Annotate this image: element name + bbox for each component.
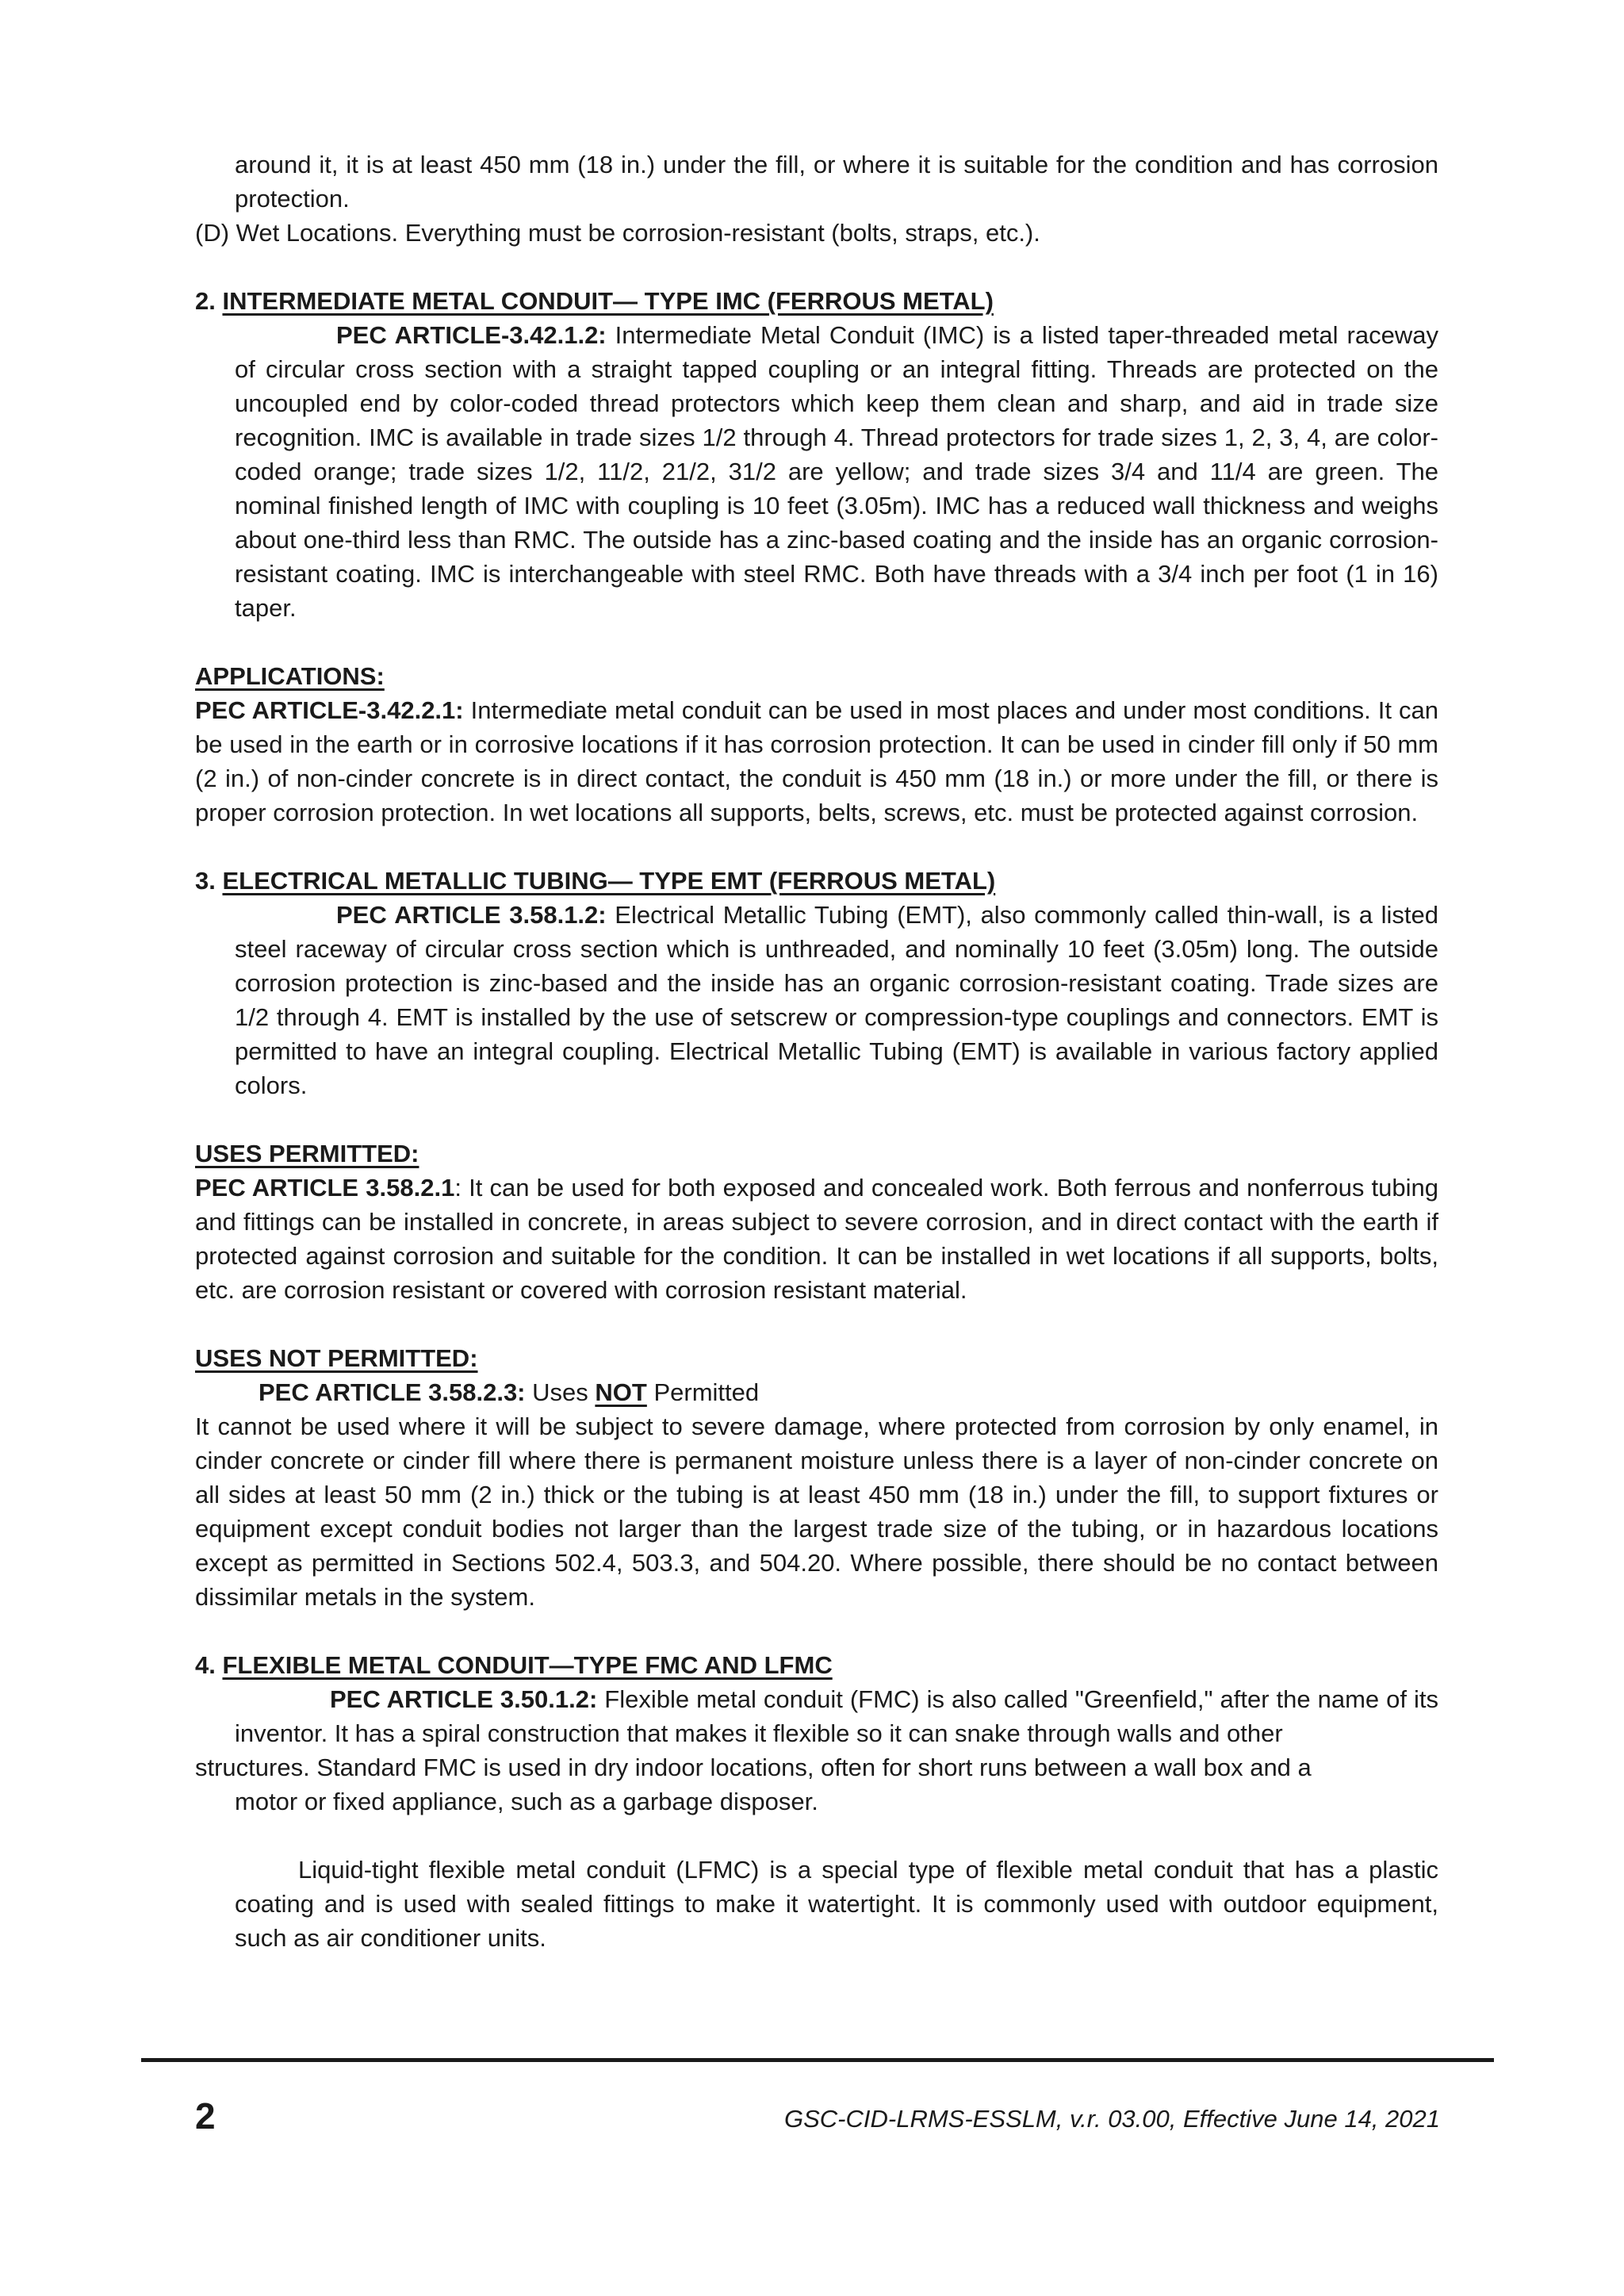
section-number: 2. xyxy=(195,287,216,315)
uses-not-permitted-heading xyxy=(195,1341,1438,1375)
uses-label: Uses xyxy=(532,1378,588,1406)
subheading-title: USES PERMITTED: xyxy=(195,1140,419,1167)
article-ref: PEC ARTICLE-3.42.1.2: xyxy=(336,321,607,349)
uses-not-permitted-article-line xyxy=(195,1375,1438,1409)
paragraph-text: : It can be used for both exposed and concealed work. Both ferrous and nonferrous tubing and fittings can be installed in concrete, in areas subject to severe corrosion, and in direct contact with the earth if protected against corrosion and suitable for the condition. It can be installed in wet locations if all supports, bolts, etc. are corrosion resistant or covered with corrosion resistant material. xyxy=(195,1174,1438,1304)
fmc-paragraph-end: motor or fixed appliance, such as a garbage disposer. xyxy=(235,1788,818,1815)
section-number: 3. xyxy=(195,867,216,895)
lfmc-paragraph: Liquid-tight flexible metal conduit (LFMC) is a special type of flexible metal conduit that has a plastic coating and is used with sealed fittings to make it watertight. It is commonly used with outdoor equipment, such as air conditioner units. xyxy=(235,1856,1438,1952)
fmc-paragraph-continued: structures. Standard FMC is used in dry indoor locations, often for short runs between a wall box and a xyxy=(195,1754,1312,1781)
paragraph-text: Flexible metal conduit (FMC) is also called "Greenfield," after the name of its inventor. It has a spiral construction that makes it flexible so it can snake through walls and other xyxy=(235,1685,1438,1747)
uses-permitted-heading xyxy=(195,1137,1438,1171)
paragraph-text: Intermediate metal conduit can be used in most places and under most conditions. It can be used in the earth or in corrosive locations if it has corrosion protection. It can be used in cinder fill only if 50 mm (2 in.) of non-cinder concrete is in direct contact, the conduit is 450 mm (18 in.) or more under the fill, or there is proper corrosion protection. In wet locations all supports, belts, screws, etc. must be protected against corrosion. xyxy=(195,696,1438,826)
footer-rule xyxy=(141,2058,1494,2062)
subheading-title: APPLICATIONS: xyxy=(195,662,385,690)
intro-paragraph: around it, it is at least 450 mm (18 in.) under the fill, or where it is suitable for the condition and has corrosion protection. xyxy=(235,151,1438,213)
document-reference: GSC-CID-LRMS-ESSLM, v.r. 03.00, Effective June 14, 2021 xyxy=(784,2105,1440,2133)
not-label: NOT xyxy=(595,1378,647,1406)
subheading-title: USES NOT PERMITTED: xyxy=(195,1344,478,1372)
article-ref: PEC ARTICLE 3.58.2.3: xyxy=(259,1378,526,1406)
paragraph-text: Intermediate Metal Conduit (IMC) is a listed taper-threaded metal raceway of circular cross section with a straight tapped coupling or an integral fitting. Threads are protected on the uncoupled end by color-coded thread protectors which keep them clean and sharp, and aid in trade size recognition. IMC is available in trade sizes 1/2 through 4. Thread protectors for trade sizes 1, 2, 3, 4, are color-coded orange; trade sizes 1/2, 11/2, 21/2, 31/2 are yellow; and trade sizes 3/4 and 11/4 are green. The nominal finished length of IMC with coupling is 10 feet (3.05m). IMC has a reduced wall thickness and weighs about one-third less than RMC. The outside has a zinc-based coating and the inside has an organic corrosion-resistant coating. IMC is interchangeable with steel RMC. Both have threads with a 3/4 inch per foot (1 in 16) taper. xyxy=(235,321,1438,622)
section-heading-imc xyxy=(195,284,1438,318)
section-title: ELECTRICAL METALLIC TUBING— TYPE EMT (FERROUS METAL) xyxy=(222,867,996,895)
page-content xyxy=(195,148,1438,1955)
uses-permitted-paragraph xyxy=(195,1171,1438,1307)
applications-heading xyxy=(195,659,1438,693)
imc-paragraph xyxy=(195,318,1438,625)
paragraph-text: Electrical Metallic Tubing (EMT), also commonly called thin-wall, is a listed steel raceway of circular cross section which is unthreaded, and nominally 10 feet (3.05m) long. The outside corrosion protection is zinc-based and the inside has an organic corrosion-resistant coating. Trade sizes are 1/2 through 4. EMT is installed by the use of setscrew or compression-type couplings and connectors. EMT is permitted to have an integral coupling. Electrical Metallic Tubing (EMT) is available in various factory applied colors. xyxy=(235,901,1438,1099)
wet-locations-paragraph: (D) Wet Locations. Everything must be corrosion-resistant (bolts, straps, etc.). xyxy=(195,219,1040,247)
section-title: INTERMEDIATE METAL CONDUIT— TYPE IMC (FERROUS METAL) xyxy=(222,287,994,315)
section-number: 4. xyxy=(195,1651,216,1679)
emt-paragraph xyxy=(195,898,1438,1102)
page-number: 2 xyxy=(195,2095,216,2137)
article-ref: PEC ARTICLE 3.58.1.2: xyxy=(336,901,607,929)
uses-not-permitted-paragraph: It cannot be used where it will be subject to severe damage, where protected from corrosion by only enamel, in cinder concrete or cinder fill where there is permanent moisture unless there is a layer of non-cinder concrete on all sides at least 50 mm (2 in.) thick or the tubing is at least 450 mm (18 in.) under the fill, to support fixtures or equipment except conduit bodies not larger than the largest trade size of the tubing, or in hazardous locations except as permitted in Sections 502.4, 503.3, and 504.20. Where possible, there should be no contact between dissimilar metals in the system. xyxy=(195,1412,1438,1611)
article-ref: PEC ARTICLE 3.50.1.2: xyxy=(330,1685,598,1713)
section-heading-fmc xyxy=(195,1648,1438,1682)
applications-paragraph xyxy=(195,693,1438,830)
section-heading-emt xyxy=(195,864,1438,898)
fmc-paragraph xyxy=(195,1682,1438,1750)
permitted-label: Permitted xyxy=(653,1378,760,1406)
section-title: FLEXIBLE METAL CONDUIT—TYPE FMC AND LFMC xyxy=(222,1651,833,1679)
article-ref: PEC ARTICLE 3.58.2.1 xyxy=(195,1174,455,1202)
article-ref: PEC ARTICLE-3.42.2.1: xyxy=(195,696,464,724)
